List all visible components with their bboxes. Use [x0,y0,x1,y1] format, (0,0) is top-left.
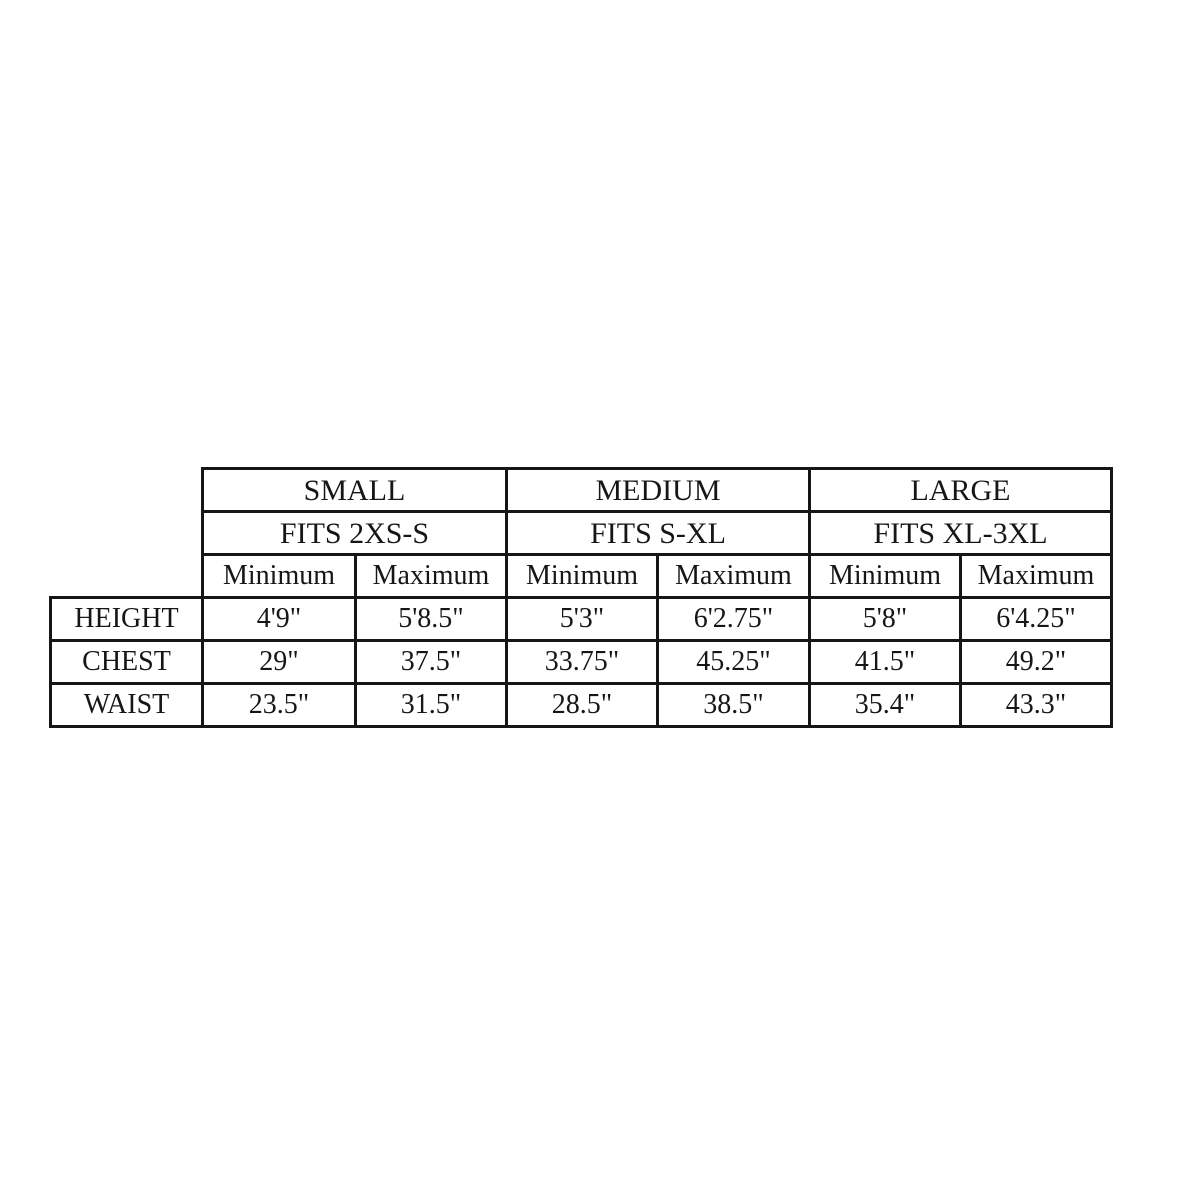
size-group-small: SMALL [203,469,507,512]
large-minimum-header: Minimum [810,555,961,598]
row-label-waist: WAIST [51,684,203,727]
waist-medium-max: 38.5" [658,684,810,727]
min-max-header-row [51,555,1112,598]
row-label-height: HEIGHT [51,598,203,641]
waist-small-min: 23.5" [203,684,356,727]
chest-small-max: 37.5" [356,641,507,684]
size-chart-table [49,467,1113,728]
waist-large-max: 43.3" [961,684,1112,727]
size-group-header-row [51,469,1112,512]
chest-medium-min: 33.75" [507,641,658,684]
fits-small: FITS 2XS-S [203,512,507,555]
fits-medium: FITS S-XL [507,512,810,555]
blank-corner-cell [51,469,203,512]
medium-maximum-header: Maximum [658,555,810,598]
small-minimum-header: Minimum [203,555,356,598]
waist-large-min: 35.4" [810,684,961,727]
table-row-waist [51,684,1112,727]
chest-large-max: 49.2" [961,641,1112,684]
small-maximum-header: Maximum [356,555,507,598]
fits-large: FITS XL-3XL [810,512,1112,555]
height-medium-max: 6'2.75" [658,598,810,641]
blank-corner-cell [51,555,203,598]
height-large-max: 6'4.25" [961,598,1112,641]
large-maximum-header: Maximum [961,555,1112,598]
medium-minimum-header: Minimum [507,555,658,598]
height-small-max: 5'8.5" [356,598,507,641]
table-row-chest [51,641,1112,684]
size-group-medium: MEDIUM [507,469,810,512]
blank-corner-cell [51,512,203,555]
fits-range-row [51,512,1112,555]
waist-small-max: 31.5" [356,684,507,727]
size-group-large: LARGE [810,469,1112,512]
chest-small-min: 29" [203,641,356,684]
height-large-min: 5'8" [810,598,961,641]
height-medium-min: 5'3" [507,598,658,641]
chest-medium-max: 45.25" [658,641,810,684]
table-row-height [51,598,1112,641]
waist-medium-min: 28.5" [507,684,658,727]
chest-large-min: 41.5" [810,641,961,684]
row-label-chest: CHEST [51,641,203,684]
height-small-min: 4'9" [203,598,356,641]
